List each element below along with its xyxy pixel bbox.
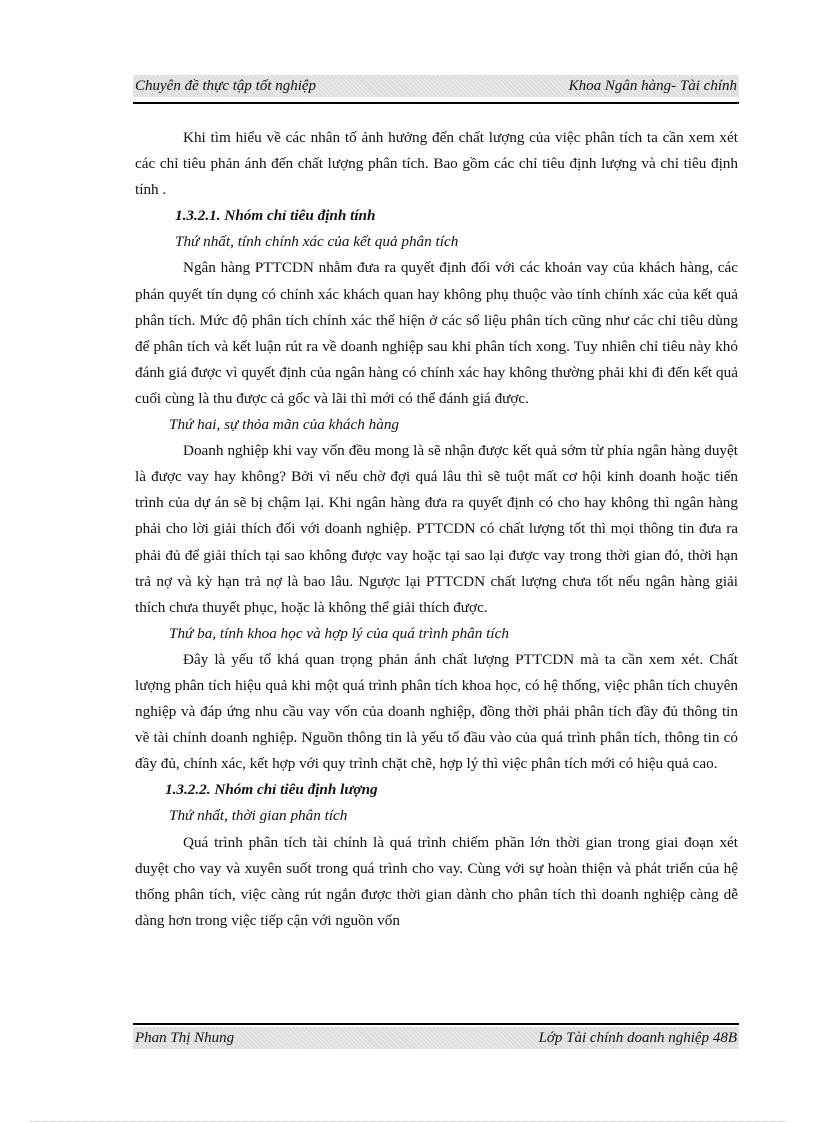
- paragraph-time: Quá trình phân tích tài chính là quá trình chiếm phần lớn thời gian trong giai đoạn xét duyệt cho vay và xuyên suốt trong quá trình cho vay. Cùng với sự hoàn thiện và phát triển của hệ thống phân tích, việc càng rút ngắn được thời gian dành cho phân tích thì doanh nghiệp càng dễ dàng hơn trong việc tiếp cận với nguồn vốn: [135, 833, 738, 929]
- paragraph-satisfaction: Doanh nghiệp khi vay vốn đều mong là sẽ nhận được kết quả sớm từ phía ngân hàng duyệt là được vay hay không? Bởi vì nếu chờ đợi quá lâu thì sẽ tuột mất cơ hội kinh doanh hoặc tiến trình của dự án sẽ bị chậm lại. Khi ngân hàng đưa ra quyết định có cho hay không thì ngân hàng phải cho lời giải thích đối với doanh nghiệp. PTTCDN có chất lượng tốt thì mọi thông tin đưa ra phải đủ để giải thích tại sao không được vay hoặc tại sao lại được vay trong thời gian đó, thời hạn trả nợ và kỳ hạn trả nợ là bao lâu. Ngược lại PTTCDN chất lượng chưa tốt nếu ngân hàng giải thích chưa thuyết phục, hoặc là không thể giải thích được.: [135, 442, 738, 616]
- subheading-accuracy: Thứ nhất, tính chính xác của kết quả phân tích: [175, 233, 459, 251]
- page-header: [133, 75, 739, 97]
- subheading-scientific: Thứ ba, tính khoa học và hợp lý của quá trình phân tích: [169, 624, 509, 642]
- header-left-text: Chuyên đề thực tập tốt nghiệp: [135, 78, 317, 94]
- document-body: [135, 125, 738, 934]
- header-right-text: Khoa Ngân hàng- Tài chính: [568, 78, 737, 94]
- footer-left-text: Phan Thị Nhung: [135, 1030, 235, 1046]
- footer-right-text: Lớp Tài chính doanh nghiệp 48B: [538, 1030, 737, 1046]
- intro-paragraph: Khi tìm hiểu về các nhân tố ảnh hưởng đến chất lượng của việc phân tích ta cần xem xét các chỉ tiêu phản ánh đến chất lượng phân tích. Bao gồm các chỉ tiêu định lượng và chỉ tiêu định tính .: [135, 129, 738, 199]
- footer-rule: [133, 1023, 739, 1025]
- subheading-time: Thứ nhất, thời gian phân tích: [169, 807, 348, 825]
- section-heading-quantitative: 1.3.2.2. Nhóm chỉ tiêu định lượng: [165, 781, 378, 799]
- section-heading-qualitative: 1.3.2.1. Nhóm chỉ tiêu định tính: [175, 207, 376, 225]
- header-rule: [133, 102, 739, 104]
- paragraph-accuracy: Ngân hàng PTTCDN nhằm đưa ra quyết định đối với các khoản vay của khách hàng, các phán quyết tín dụng có chính xác khách quan hay không phụ thuộc vào tính chính xác của kết quả phân tích. Mức độ phân tích chính xác thể hiện ở các số liệu phân tích cũng như các chỉ tiêu dùng để phân tích và kết luận rút ra về doanh nghiệp sau khi phân tích xong. Tuy nhiên chỉ tiêu này khó đánh giá được vì quyết định của ngân hàng có chính xác hay không thường phải khi đi đến kết quả cuối cùng là thu được cả gốc và lãi thì mới có thể đánh giá được.: [135, 259, 738, 407]
- paragraph-scientific: Đây là yếu tố khá quan trọng phản ánh chất lượng PTTCDN mà ta cần xem xét. Chất lượng phân tích hiệu quả khi một quá trình phân tích khoa học, có hệ thống, việc phân tích chuyên nghiệp và đáp ứng nhu cầu vay vốn của doanh nghiệp, đồng thời phải phân tích đầy đủ thông tin về tài chính doanh nghiệp. Nguồn thông tin là yếu tố đầu vào của quá trình phân tích, thông tin có đầy đủ, chính xác, kết hợp với quy trình chặt chẽ, hợp lý thì việc phân tích mới có hiệu quả cao.: [135, 650, 738, 773]
- page-edge-dotted-line: [30, 1121, 786, 1122]
- page-footer: [133, 1027, 739, 1049]
- subheading-satisfaction: Thứ hai, sự thỏa mãn của khách hàng: [169, 416, 400, 434]
